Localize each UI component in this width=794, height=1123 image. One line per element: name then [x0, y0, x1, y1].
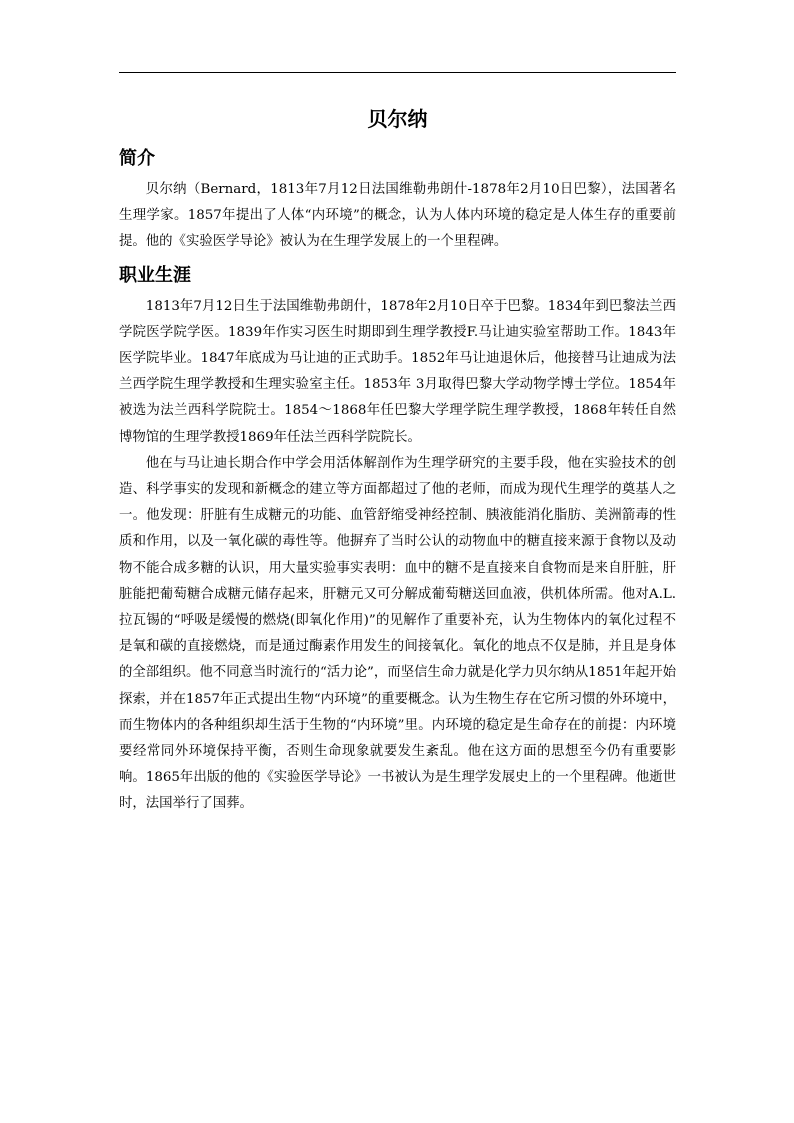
section-intro	[119, 145, 676, 256]
career-paragraph-2: 他在与马让迪长期合作中学会用活体解剖作为生理学研究的主要手段，他在实验技术的创造、科学事实的发现和新概念的建立等方面都超过了他的老师，而成为现代生理学的奠基人之一。他发现：肝脏有生成糖元的功能、血管舒缩受神经控制、胰液能消化脂肪、美洲箭毒的性质和作用，以及一氧化碳的毒性等。他摒弃了当时公认的动物血中的糖直接来源于食物以及动物不能合成多糖的认识，用大量实验事实表明：血中的糖不是直接来自食物而是来自肝脏，肝脏能把葡萄糖合成糖元储存起来，肝糖元又可分解成葡萄糖送回血液，供机体所需。他对A.L.拉瓦锡的“呼吸是缓慢的燃烧(即氧化作用)”的见解作了重要补充，认为生物体内的氧化过程不是氧和碳的直接燃烧，而是通过酶素作用发生的间接氧化。氧化的地点不仅是肺，并且是身体的全部组织。他不同意当时流行的“活力论”，而坚信生命力就是化学力贝尔纳从1851年起开始探索，并在1857年正式提出生物“内环境”的重要概念。认为生物生存在它所习惯的外环境中，而生物体内的各种组织却生活于生物的“内环境”里。内环境的稳定是生命存在的前提：内环境要经常同外环境保持平衡，否则生命现象就要发生紊乱。他在这方面的思想至今仍有重要影响。1865年出版的他的《实验医学导论》一书被认为是生理学发展史上的一个里程碑。他逝世时，法国举行了国葬。	[119, 455, 676, 812]
section-heading-career: 职业生涯	[119, 264, 191, 286]
intro-paragraph: 贝尔纳（Bernard，1813年7月12日法国维勒弗朗什-1878年2月10日巴黎），法国著名生理学家。1857年提出了人体“内环境”的概念，认为人体内环境的稳定是人体生存的重要前提。他的《实验医学导论》被认为在生理学发展上的一个里程碑。	[119, 182, 676, 250]
header-rule	[119, 72, 676, 73]
document-page	[119, 103, 676, 818]
career-paragraph-1: 1813年7月12日生于法国维勒弗朗什，1878年2月10日卒于巴黎。1834年到巴黎法兰西学院医学院学医。1839年作实习医生时期即到生理学教授F.马让迪实验室帮助工作。1843年医学院毕业。1847年底成为马让迪的正式助手。1852年马让迪退休后，他接替马让迪成为法兰西学院生理学教授和生理实验室主任。1853年 3月取得巴黎大学动物学博士学位。1854年被选为法兰西科学院院士。1854～1868年任巴黎大学理学院生理学教授，1868年转任自然博物馆的生理学教授1869年任法兰西科学院院长。	[119, 298, 676, 445]
section-heading-intro: 简介	[119, 148, 155, 169]
document-title: 贝尔纳	[367, 107, 428, 131]
section-career	[119, 262, 676, 818]
